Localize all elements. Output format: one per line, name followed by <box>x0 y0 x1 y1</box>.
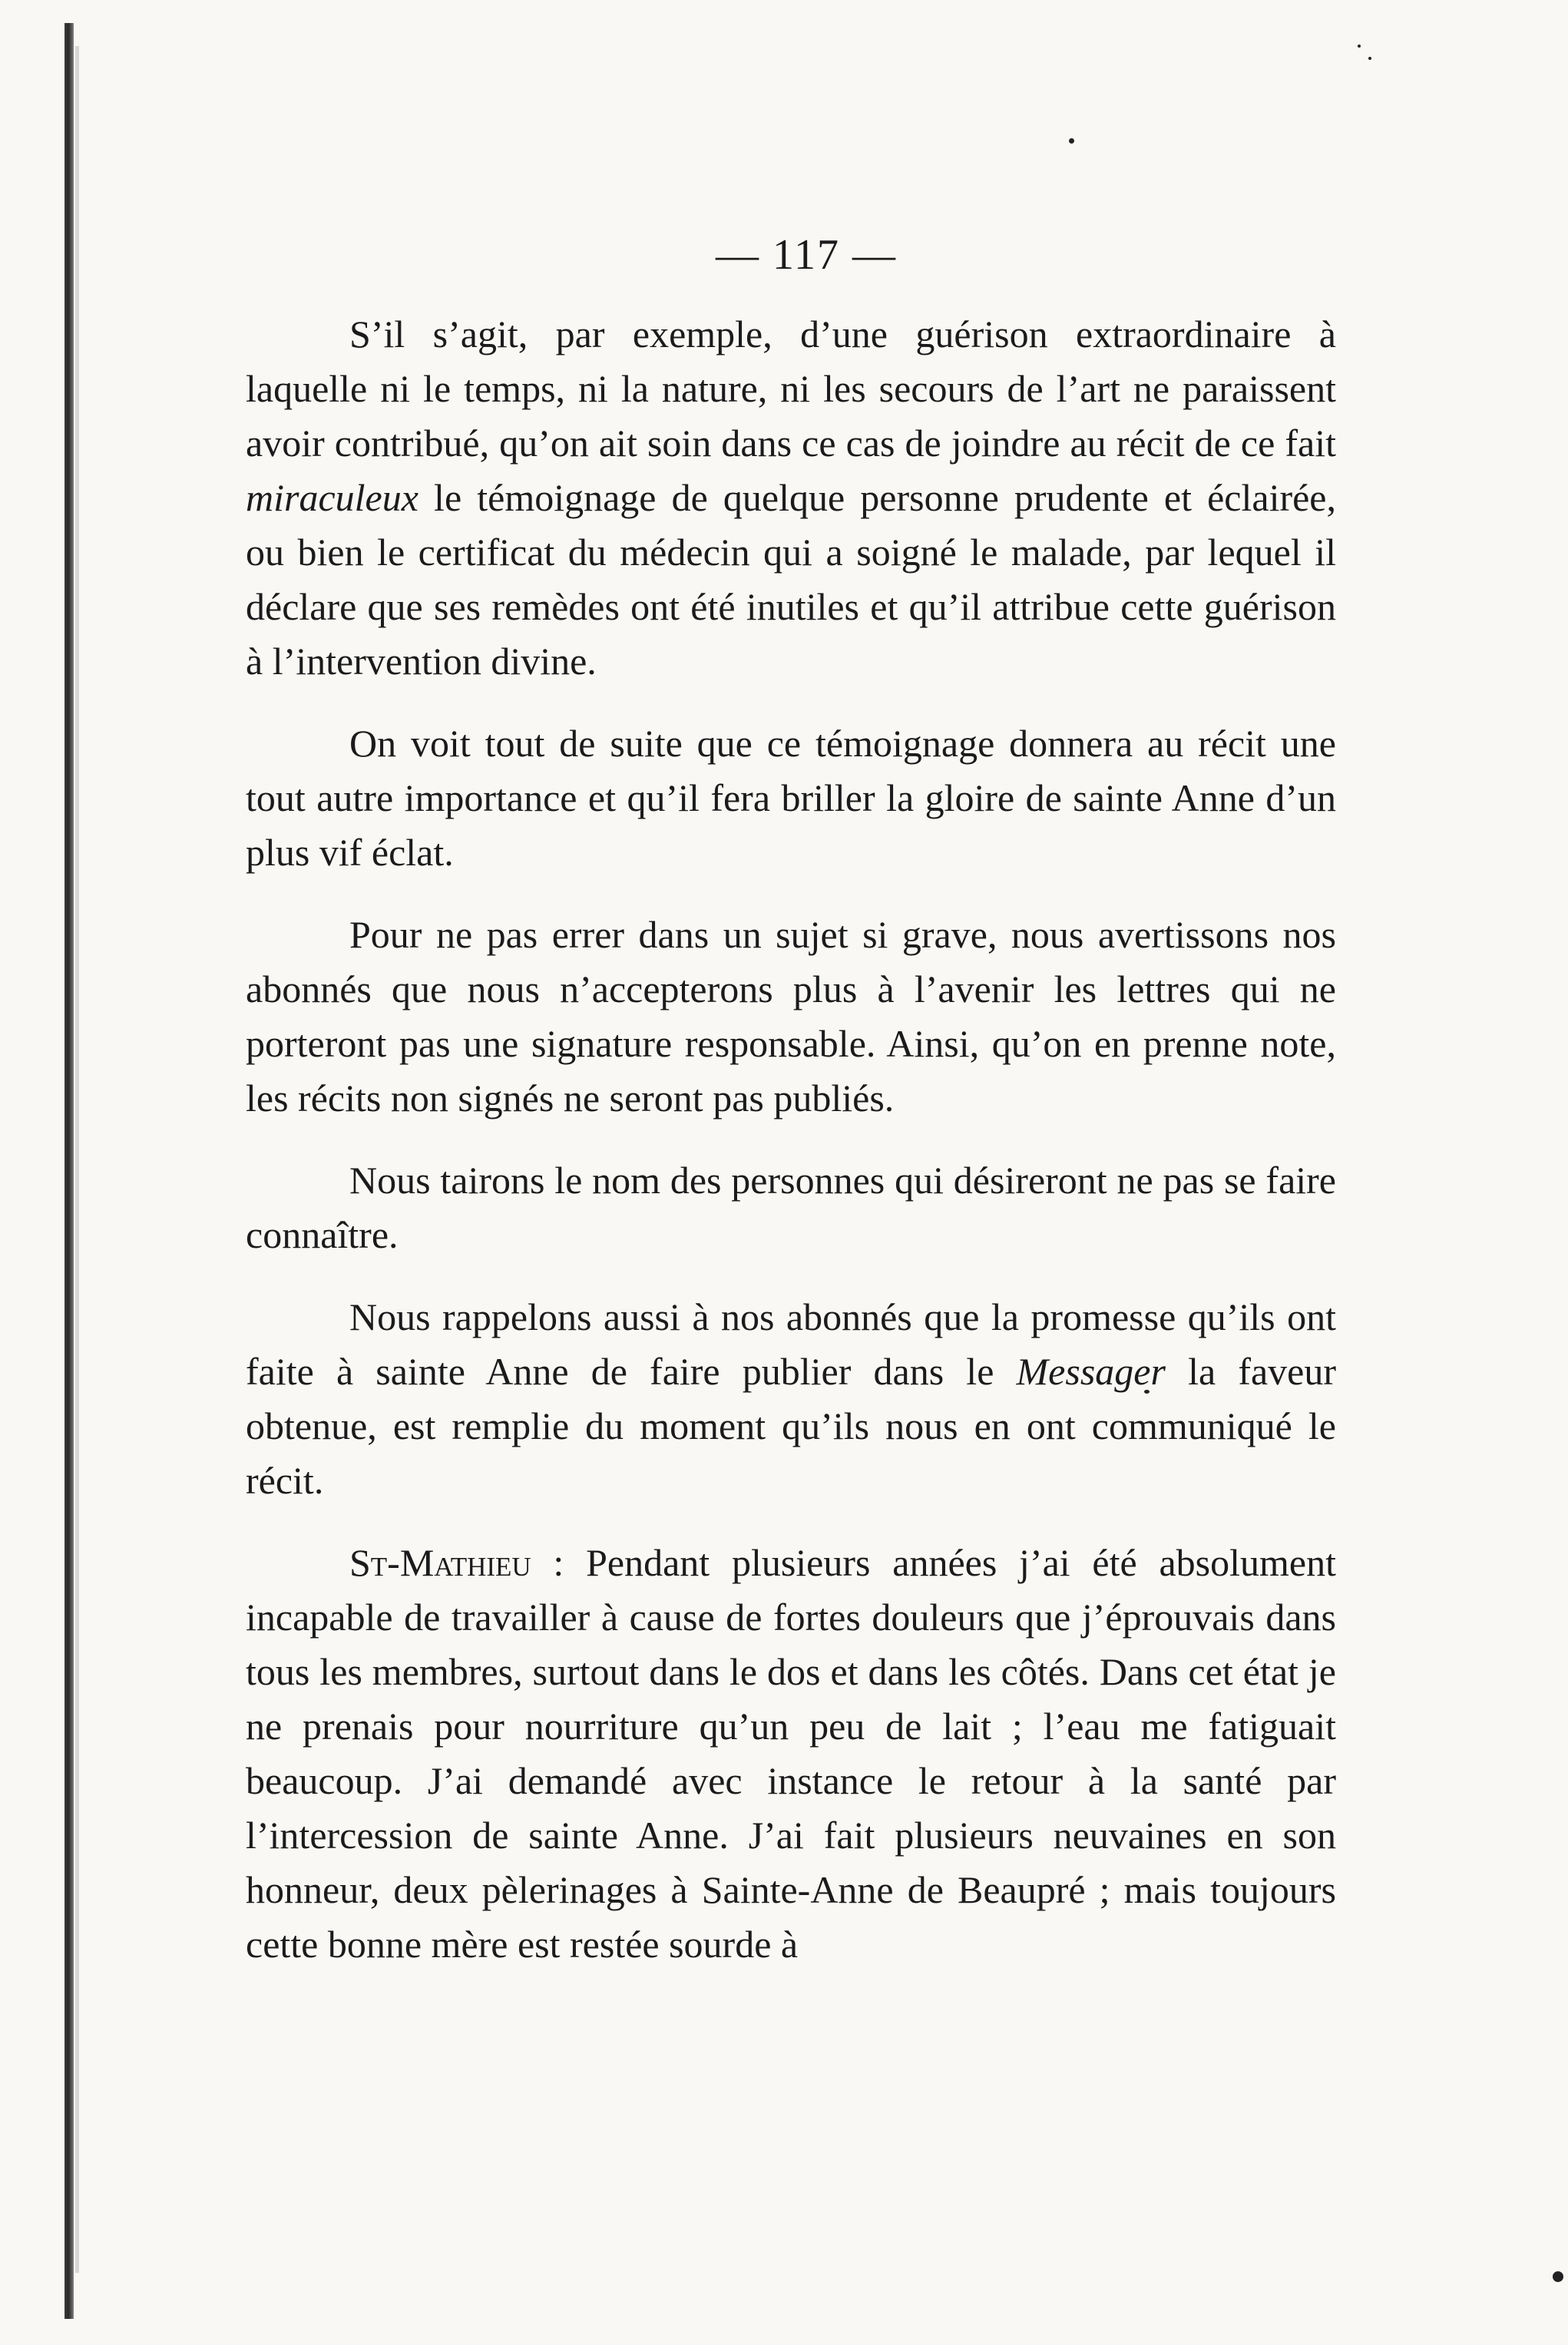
ink-speck <box>1553 2271 1563 2282</box>
paragraph <box>246 307 1336 689</box>
paragraph-text: Pendant plusieurs années j’ai été absolument incapable de travailler à cause de fortes douleurs que j’éprouvais dans tous les membres, surtout dans le dos et dans les côtés. Dans cet état je ne prenais pour nourriture qu’un peu de lait ; l’eau me fatiguait beaucoup. J’ai demandé avec instance le retour à la santé par l’intercession de sainte Anne. J’ai fait plusieurs neuvaines en son honneur, deux pèlerinages à Sainte-Anne de Beaupré ; mais toujours cette bonne mère est restée sourde à <box>246 1541 1336 1966</box>
ink-speck <box>1069 138 1074 144</box>
paragraph-text: S’il s’agit, par exemple, d’une guérison extraordinaire à laquelle ni le temps, ni la nature, ni les secours de l’art ne paraissent avoir contribué, qu’on ait soin dans ce cas de joindre au récit de ce fait <box>246 313 1336 465</box>
paragraph <box>246 1290 1336 1508</box>
ink-speck <box>1368 57 1371 60</box>
italic-text: miraculeux <box>246 476 418 519</box>
paragraph: On voit tout de suite que ce témoignage donnera au récit une tout autre importance et qu’il fera briller la gloire de sainte Anne d’un plus vif éclat. <box>246 722 1336 874</box>
paragraph <box>246 1536 1336 1972</box>
paragraph: Nous tairons le nom des personnes qui désireront ne pas se faire connaître. <box>246 1159 1336 1256</box>
paragraph-text: la faveur obtenue, est remplie du moment qu’ils nous en ont communiqué le récit. <box>246 1350 1336 1502</box>
place-name: St-Mathieu : <box>349 1541 564 1584</box>
paragraph: Pour ne pas errer dans un sujet si grave, nous avertissons nos abonnés que nous n’accepterons plus à l’avenir les lettres qui ne porteront pas une signature responsable. Ainsi, qu’on en prenne note, les récits non signés ne seront pas publiés. <box>246 913 1336 1120</box>
gutter-shadow <box>75 46 79 2273</box>
italic-text: Messager <box>1016 1350 1166 1393</box>
ink-speck <box>1358 45 1361 48</box>
book-spine-shadow <box>65 23 74 2319</box>
page-number: — 117 — <box>716 231 897 279</box>
paragraph-text: Nous rappelons aussi à nos abonnés que la promesse qu’ils ont faite à sainte Anne de faire publier dans le <box>246 1295 1336 1393</box>
page-body <box>246 230 1336 1972</box>
paragraph-text: le témoignage de quelque personne prudente et éclairée, ou bien le certificat du médecin qui a soigné le malade, par lequel il déclare que ses remèdes ont été inutiles et qu’il attribue cette guérison à l’intervention divine. <box>246 476 1336 683</box>
